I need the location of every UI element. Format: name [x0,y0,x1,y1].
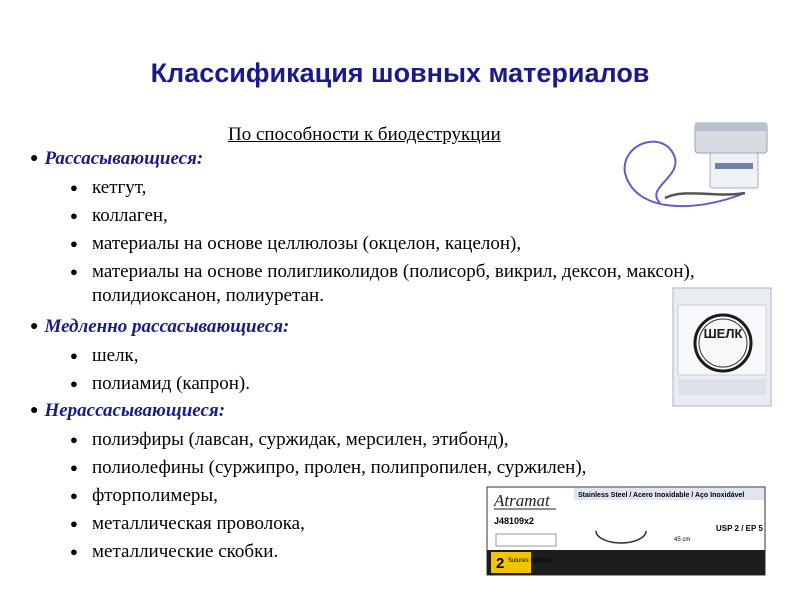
bullet-icon: ● [70,516,78,531]
bullet-icon: ● [70,488,78,503]
bullet-icon: ● [70,544,78,559]
list-item: ● фторполимеры, [70,485,218,506]
bullet-icon: ● [30,403,39,418]
bullet-icon: ● [70,348,78,363]
bullet-icon: ● [70,432,78,447]
silk-box-photo [668,283,778,413]
wire-package-photo [486,486,766,576]
suture-photo [615,118,775,213]
bullet-icon: ● [70,264,78,279]
bullet-icon: ● [70,180,78,195]
list-item: ● полиолефины (суржипро, пролен, полипропилен, суржилен), [70,457,587,478]
list-item: ● полиамид (капрон). [70,373,250,394]
list-item: ● материалы на основе полигликолидов (полисорб, викрил, дексон, максон), полидиоксанон, полиуретан. [70,261,695,306]
list-item: ● полиэфиры (лавсан, суржидак, мерсилен, этибонд), [70,429,509,450]
brand-logo: Atramat [494,491,550,510]
bullet-icon: ● [70,236,78,251]
page-title: Классификация шовных материалов [150,58,650,88]
page-subtitle: По способности к биодеструкции [228,124,501,145]
sutures-label: Sutures Suturas [508,558,552,564]
category-label: Рассасывающиеся: [44,148,204,169]
category-label: Нерассасывающиеся: [44,400,226,421]
list-item: ● металлические скобки. [70,541,279,562]
bullet-icon: ● [70,460,78,475]
category-absorbable [30,148,203,170]
list-item: ● материалы на основе целлюлозы (окцелон, кацелон), [70,233,522,254]
category-non-absorbable [30,400,225,422]
product-code: J48109x2 [494,516,535,526]
usp-label: USP 2 / EP 5 [716,524,763,533]
list-item: ● металлическая проволока, [70,513,305,534]
material-label: Stainless Steel / Acero Inoxidable / Aço Inoxidável [578,492,745,499]
bullet-icon: ● [30,319,39,334]
bullet-icon: ● [70,208,78,223]
bullet-icon: ● [30,151,39,166]
list-item: ● шелк, [70,345,139,366]
silk-brand-text: ШЕЛК [703,326,743,341]
category-slow-absorbable [30,316,289,338]
category-label: Медленно рассасывающиеся: [44,316,290,337]
list-item: ● коллаген, [70,205,168,226]
bullet-icon: ● [70,376,78,391]
length-label: 45 cm [674,537,691,543]
list-item: ● кетгут, [70,177,147,198]
sutures-count: 2 [496,555,505,572]
